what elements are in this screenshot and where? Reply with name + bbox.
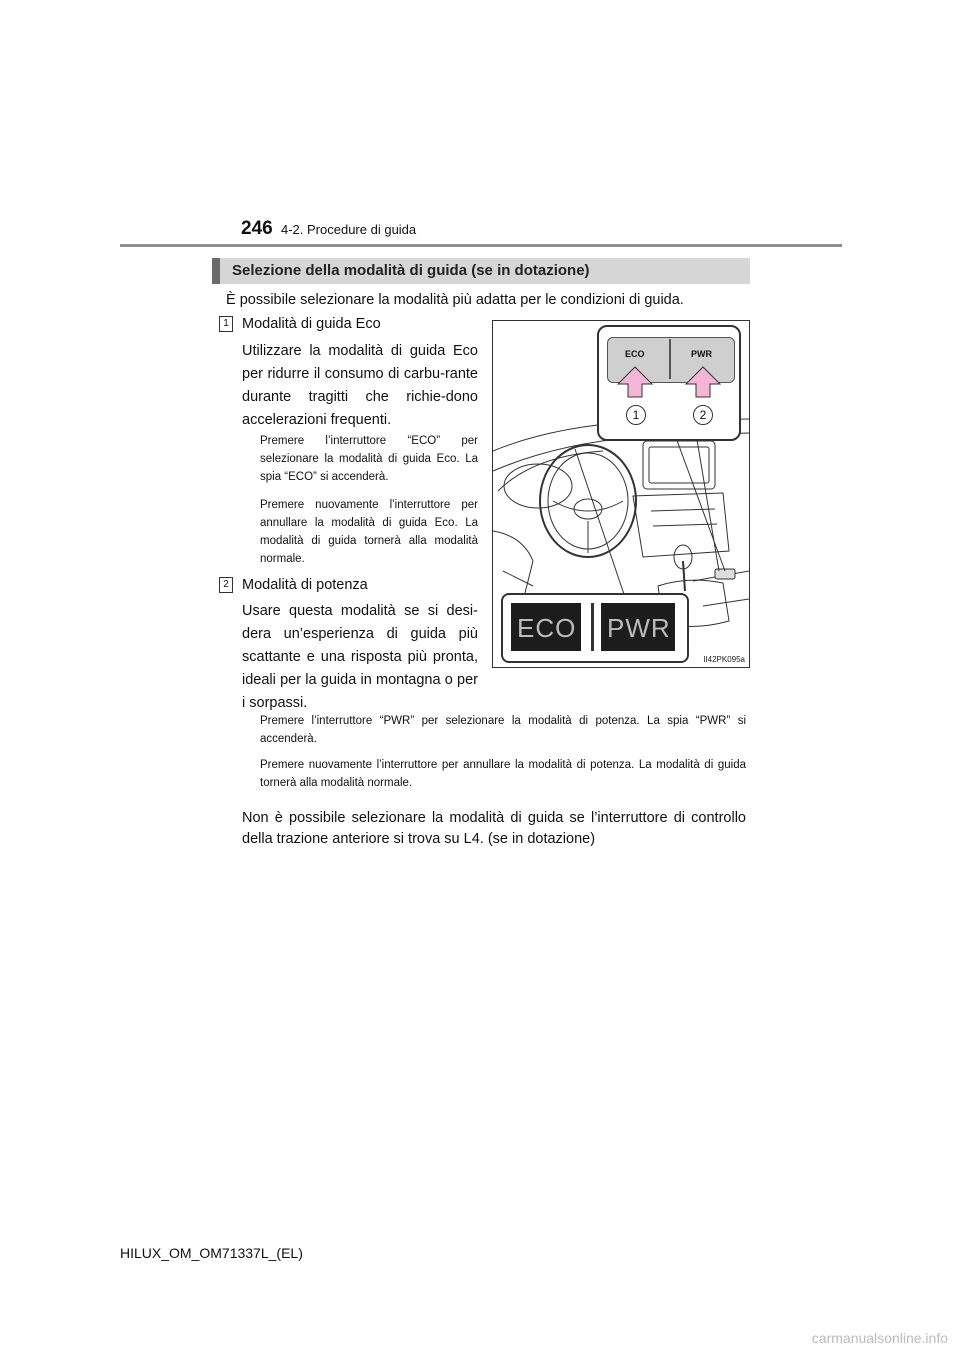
dashboard-illustration — [492, 320, 750, 668]
arrow-icons — [493, 321, 749, 441]
section-title: Selezione della modalità di guida (se in dotazione) — [232, 262, 590, 279]
pwr-indicator-label: PWR — [607, 613, 671, 643]
illustration-code: II42PK095a — [703, 655, 745, 664]
footer-doc-id: HILUX_OM_OM71337L_(EL) — [120, 1245, 303, 1261]
item-note-1a: Premere l’interruttore “ECO” per selezionare la modalità di guida Eco. La spia “ECO” si accenderà. — [260, 435, 478, 483]
arrow-up-icon — [618, 367, 652, 397]
callout-2: 2 — [693, 405, 713, 425]
item-note-2b: Premere nuovamente l’interruttore per annullare la modalità di potenza. La modalità di guida tornerà alla modalità normale. — [260, 759, 746, 789]
callout-1: 1 — [626, 405, 646, 425]
item-number-1: 1 — [219, 316, 233, 332]
item-number-2: 2 — [219, 577, 233, 593]
arrow-up-icon — [686, 367, 720, 397]
item-title-2: Modalità di potenza — [242, 577, 368, 593]
pwr-switch-label: PWR — [691, 349, 712, 359]
eco-indicator-label: ECO — [517, 613, 577, 643]
item-body-1: Utilizzare la modalità di guida Eco per ridurre il consumo di carbu-rante durante tragitti che richie-dono accelerazioni frequenti. — [242, 343, 478, 428]
pwr-indicator — [601, 603, 675, 651]
item-note-2a: Premere l’interruttore “PWR” per selezionare la modalità di potenza. La spia “PWR” si accenderà. — [260, 715, 746, 745]
indicator-divider — [591, 603, 594, 651]
item-body-2: Usare questa modalità se si desi-dera un’esperienza di guida più scattante e una risposta più pronta, ideali per la guida in montagna o per i sorpassi. — [242, 603, 478, 711]
header-rule — [120, 244, 842, 247]
section-path: 4-2. Procedure di guida — [281, 222, 417, 237]
item-title-1: Modalità di guida Eco — [242, 316, 381, 332]
section-title-bar — [212, 258, 750, 284]
closing-paragraph: Non è possibile selezionare la modalità di guida se l’interruttore di controllo della trazione anteriore si trova su L4. (se in dotazione) — [242, 810, 746, 847]
section-intro: È possibile selezionare la modalità più adatta per le condizioni di guida. — [226, 292, 684, 308]
eco-indicator — [511, 603, 581, 651]
page-number: 246 — [241, 218, 273, 239]
watermark: carmanualsonline.info — [811, 1330, 948, 1346]
eco-switch-label: ECO — [625, 349, 645, 359]
item-note-1b: Premere nuovamente l’interruttore per annullare la modalità di guida Eco. La modalità di guida tornerà alla modalità normale. — [260, 499, 478, 565]
